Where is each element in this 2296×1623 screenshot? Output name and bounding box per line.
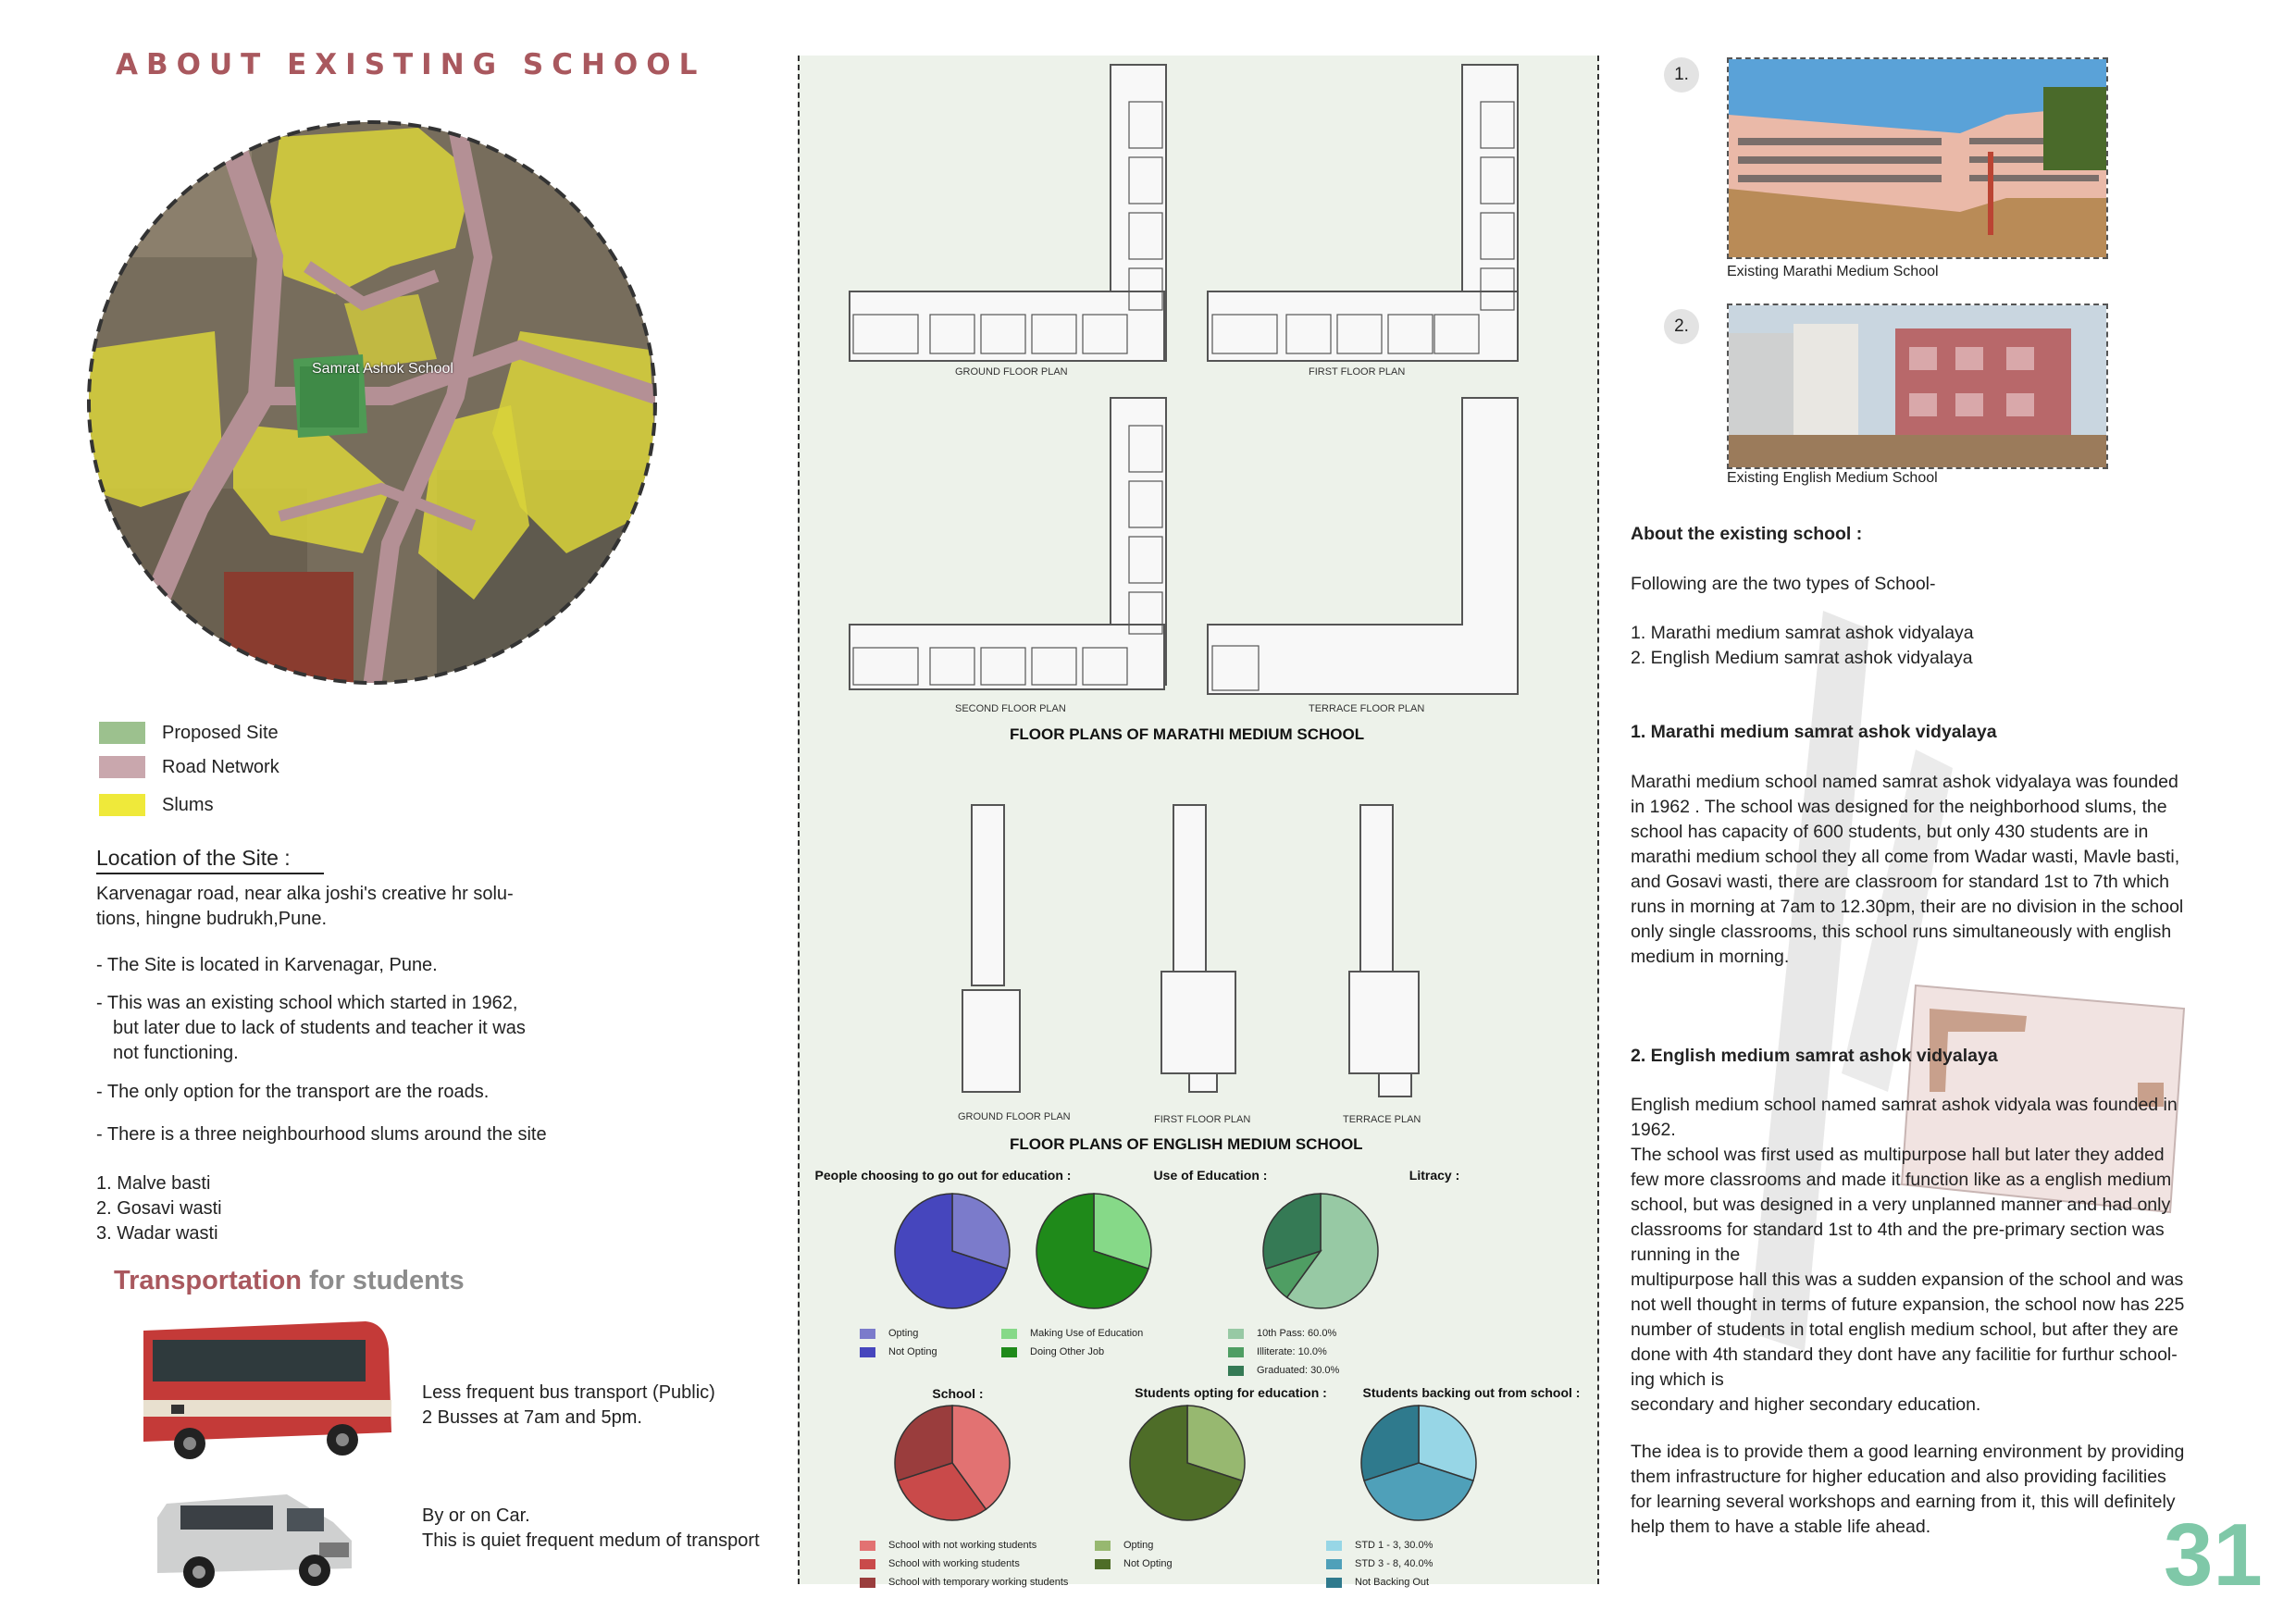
plan-caption: TERRACE FLOOR PLAN	[1309, 703, 1425, 714]
plan-caption: GROUND FLOOR PLAN	[955, 366, 1068, 378]
car-text-line2: This is quiet frequent medum of transport	[422, 1530, 760, 1551]
marathi-school-photo	[1727, 57, 2108, 259]
plan-caption: SECOND FLOOR PLAN	[955, 703, 1066, 714]
paragraph-line: The school was first used as multipurpose hall but later they added	[1631, 1145, 2165, 1165]
paragraph-line: classrooms for standard 1st to 4th and the pre-primary section was	[1631, 1220, 2165, 1240]
transport-title	[114, 1266, 465, 1296]
legend-label: Not Opting	[1123, 1558, 1173, 1569]
marathi-section-text	[1631, 770, 2183, 970]
location-bullet-2-line1: - This was an existing school which started in 1962,	[96, 993, 518, 1013]
location-bullet-3: - The only option for the transport are the roads.	[96, 1082, 490, 1102]
pie-title: Students opting for education :	[1135, 1385, 1327, 1400]
page-title: ABOUT EXISTING SCHOOL	[116, 48, 706, 81]
location-bullet-2-line2: but later due to lack of students and teacher it was	[113, 1018, 526, 1038]
pie-legend-item	[860, 1346, 937, 1357]
legend-label: Slums	[162, 794, 214, 815]
location-address-line1: Karvenagar road, near alka joshi's creative hr solu-	[96, 884, 514, 904]
marathi-section-heading: 1. Marathi medium samrat ashok vidyalaya	[1631, 722, 1997, 742]
legend-road-network	[99, 753, 279, 781]
about-intro: Following are the two types of School-	[1631, 574, 1936, 594]
slum-item: 1. Malve basti	[96, 1173, 211, 1194]
english-school-photo	[1727, 304, 2108, 469]
legend-label: School with working students	[888, 1558, 1020, 1569]
paragraph-line: medium in morning.	[1631, 947, 1790, 967]
paragraph-line: multipurpose hall this was a sudden expansion of the school and was	[1631, 1270, 2184, 1290]
pie-title: Use of Education :	[1153, 1168, 1268, 1183]
marathi-floor-plans-drawing	[842, 56, 1564, 722]
pie-legend-item	[1228, 1328, 1336, 1339]
location-address-line2: tions, hingne budrukh,Pune.	[96, 909, 328, 929]
paragraph-line: English medium school named samrat ashok vidyala was founded in	[1631, 1095, 2178, 1115]
legend-label: Graduated: 30.0%	[1257, 1365, 1340, 1376]
legend-swatch	[1228, 1366, 1244, 1376]
legend-swatch	[1326, 1578, 1342, 1588]
pie-legend-item	[860, 1328, 918, 1339]
paragraph-line: and Gosavi wasti, there are classroom for standard 1st to 7th which	[1631, 872, 2170, 892]
photo-2-caption: Existing English Medium School	[1727, 470, 1938, 486]
idea-section-text	[1631, 1440, 2184, 1540]
legend-label: Doing Other Job	[1030, 1346, 1105, 1357]
legend-label: Illiterate: 10.0%	[1257, 1346, 1327, 1357]
legend-swatch	[1001, 1329, 1017, 1339]
legend-swatch	[860, 1347, 875, 1357]
legend-swatch	[860, 1329, 875, 1339]
paragraph-line: school has capacity of 600 students, but only 430 students are in	[1631, 822, 2149, 842]
about-heading: About the existing school :	[1631, 524, 1863, 544]
paragraph-line: Marathi medium school named samrat ashok vidyalaya was founded	[1631, 772, 2178, 792]
pie-legend-item	[1228, 1365, 1339, 1376]
pie-legend-item	[1326, 1558, 1433, 1569]
legend-proposed-site	[99, 719, 279, 747]
paragraph-line: running in the	[1631, 1245, 1741, 1265]
car-image	[148, 1476, 361, 1596]
paragraph-line: few more classrooms and made it function like as a english medium	[1631, 1170, 2172, 1190]
location-bullet-1: - The Site is located in Karvenagar, Pune.	[96, 955, 438, 975]
legend-label: Road Network	[162, 756, 279, 777]
legend-swatch	[1326, 1541, 1342, 1551]
site-map	[85, 118, 659, 688]
pie-legend-item	[1001, 1328, 1143, 1339]
pie-legend-item	[860, 1558, 1020, 1569]
pie-legend-item	[1001, 1346, 1104, 1357]
paragraph-line: number of students in total english medium school, but after they are	[1631, 1319, 2178, 1340]
legend-label: School with not working students	[888, 1540, 1037, 1551]
english-floor-plans-drawing	[935, 800, 1434, 1110]
school-type-item: 1. Marathi medium samrat ashok vidyalaya	[1631, 623, 1974, 643]
plan-caption: TERRACE PLAN	[1343, 1114, 1421, 1125]
legend-label: Proposed Site	[162, 722, 279, 743]
photo-2-number: 2.	[1664, 309, 1699, 344]
slums-swatch	[99, 794, 145, 816]
slum-item: 3. Wadar wasti	[96, 1223, 218, 1244]
legend-slums	[99, 791, 214, 819]
paragraph-line: only single classrooms, this school runs simultaneously with english	[1631, 922, 2172, 942]
photo-1-number: 1.	[1664, 57, 1699, 93]
legend-label: Making Use of Education	[1030, 1328, 1144, 1339]
paragraph-line: school, but was designed in a very unplanned manner and had only	[1631, 1195, 2171, 1215]
legend-swatch	[860, 1541, 875, 1551]
paragraph-line: runs in morning at 7am to 12.30pm, their are no division in the school	[1631, 897, 2184, 917]
pie-legend-item	[1228, 1346, 1327, 1357]
pie-title: Students backing out from school :	[1362, 1385, 1581, 1400]
pie-legend-item	[1326, 1540, 1433, 1551]
paragraph-line: The idea is to provide them a good learning environment by providing	[1631, 1442, 2185, 1462]
paragraph-line: help them to have a stable life ahead.	[1631, 1517, 1931, 1537]
road-network-swatch	[99, 756, 145, 778]
english-section-heading: 2. English medium samrat ashok vidyalaya	[1631, 1046, 1998, 1066]
paragraph-line: done with 4th standard they dont have any facilitie for furthur school-	[1631, 1344, 2178, 1365]
legend-label: STD 3 - 8, 40.0%	[1355, 1558, 1433, 1569]
legend-swatch	[860, 1578, 875, 1588]
pie-title: People choosing to go out for education :	[814, 1168, 1072, 1183]
legend-swatch	[1228, 1347, 1244, 1357]
photo-1-caption: Existing Marathi Medium School	[1727, 264, 1939, 279]
legend-swatch	[1228, 1329, 1244, 1339]
legend-swatch	[1326, 1559, 1342, 1569]
pie-legend-item	[1326, 1577, 1429, 1588]
english-section-text	[1631, 1093, 2184, 1418]
plan-caption: FIRST FLOOR PLAN	[1309, 366, 1406, 378]
legend-label: Not Backing Out	[1355, 1577, 1430, 1588]
page-number: 31	[2164, 1505, 2263, 1604]
proposed-site-swatch	[99, 722, 145, 744]
paragraph-line: them infrastructure for higher education and also providing facilities	[1631, 1467, 2166, 1487]
bus-text-line2: 2 Busses at 7am and 5pm.	[422, 1407, 642, 1428]
plan-caption: GROUND FLOOR PLAN	[958, 1111, 1071, 1122]
pie-legend-item	[860, 1540, 1036, 1551]
transport-title-b: for students	[302, 1266, 465, 1295]
paragraph-line: ing which is	[1631, 1369, 1724, 1390]
legend-swatch	[1095, 1559, 1111, 1569]
pie-title: Litracy :	[1409, 1168, 1460, 1183]
bus-image	[134, 1312, 395, 1460]
plan-caption: FIRST FLOOR PLAN	[1154, 1114, 1251, 1125]
pie-charts	[798, 1175, 1594, 1582]
location-bullet-4: - There is a three neighbourhood slums around the site	[96, 1124, 547, 1145]
paragraph-line: not well thought in terms of future expansion, the school now has 225	[1631, 1295, 2185, 1315]
paragraph-line: in 1962 . The school was designed for the neighborhood slums, the	[1631, 797, 2167, 817]
slum-item: 2. Gosavi wasti	[96, 1198, 222, 1219]
english-plans-title: FLOOR PLANS OF ENGLISH MEDIUM SCHOOL	[1010, 1135, 1363, 1153]
legend-label: STD 1 - 3, 30.0%	[1355, 1540, 1433, 1551]
school-type-item: 2. English Medium samrat ashok vidyalaya	[1631, 648, 1973, 668]
paragraph-line: for learning several workshops and earning from it, this will definitely	[1631, 1492, 2176, 1512]
location-heading: Location of the Site :	[96, 846, 324, 874]
pie-legend-item	[860, 1577, 1068, 1588]
legend-label: School with temporary working students	[888, 1577, 1069, 1588]
bus-text-line1: Less frequent bus transport (Public)	[422, 1382, 715, 1403]
paragraph-line: 1962.	[1631, 1120, 1676, 1140]
legend-label: Not Opting	[888, 1346, 937, 1357]
legend-label: 10th Pass: 60.0%	[1257, 1328, 1337, 1339]
car-text-line1: By or on Car.	[422, 1505, 530, 1526]
pie-legend-item	[1095, 1540, 1153, 1551]
paragraph-line: secondary and higher secondary education.	[1631, 1394, 1981, 1415]
transport-title-a: Transportation	[114, 1266, 303, 1295]
paragraph-line: marathi medium school they all come from Wadar wasti, Mavle basti,	[1631, 847, 2180, 867]
legend-label: Opting	[888, 1328, 919, 1339]
marathi-plans-title: FLOOR PLANS OF MARATHI MEDIUM SCHOOL	[1010, 725, 1365, 743]
pie-title: School :	[932, 1386, 984, 1401]
legend-swatch	[1095, 1541, 1111, 1551]
location-bullet-2-line3: not functioning.	[113, 1043, 239, 1063]
legend-swatch	[1001, 1347, 1017, 1357]
map-label: Samrat Ashok School	[312, 361, 453, 377]
pie-legend-item	[1095, 1558, 1173, 1569]
legend-label: Opting	[1123, 1540, 1154, 1551]
legend-swatch	[860, 1559, 875, 1569]
